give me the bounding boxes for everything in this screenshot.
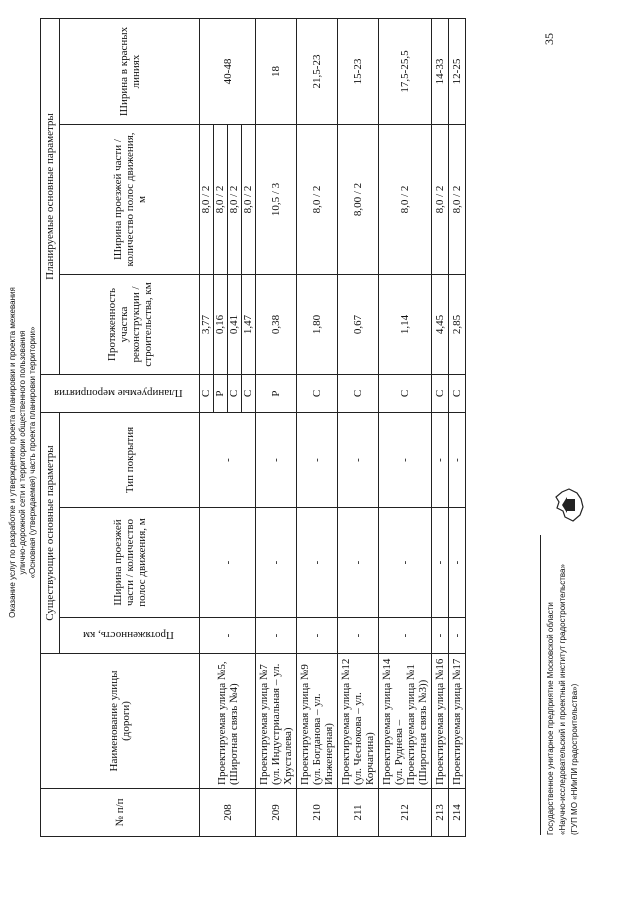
ex-cover: - — [256, 413, 297, 508]
header-num: № п/п — [41, 789, 200, 837]
footer-line-2: «Научно-исследовательский и проектный институт градостроительства» — [558, 564, 567, 835]
row-num: 208 — [200, 789, 256, 837]
ex-cover: - — [449, 413, 466, 508]
table-row — [200, 18, 256, 836]
institute-logo-icon — [553, 485, 587, 525]
ex-length: - — [449, 618, 466, 654]
ex-width: - — [297, 508, 338, 618]
ex-length: - — [256, 618, 297, 654]
table-row — [449, 18, 466, 836]
row-num: 210 — [297, 789, 338, 837]
red-lines-width: 12-25 — [449, 18, 466, 124]
header-existing: Существующие основные параметры — [41, 413, 60, 654]
measures-part: С — [242, 389, 254, 398]
footer-line-1: Государственное унитарное предприятие Московской области — [546, 602, 555, 835]
pl-width: 10,5 / 3 — [256, 125, 297, 275]
ex-cover: - — [338, 413, 379, 508]
pl-length: 2,85 — [449, 275, 466, 375]
pl-length — [200, 275, 256, 375]
document-header — [8, 0, 38, 905]
street-name: Проектируемая улица №16 — [432, 654, 449, 789]
street-name: Проектируемая улица №9 (ул. Богданова – ул. Инженерная) — [297, 654, 338, 789]
red-lines-width: 15-23 — [338, 18, 379, 124]
street-name: Проектируемая улица №14 (ул. Руднева – Проектируемая улица №1 (Широтная связь №3)) — [379, 654, 432, 789]
street-name: Проектируемая улица №17 — [449, 654, 466, 789]
measures: Р — [256, 375, 297, 413]
street-name: Проектируемая улица №5, (Широтная связь №4) — [200, 654, 256, 789]
red-lines-width: 14-33 — [432, 18, 449, 124]
header-line-1: Оказание услуг по разработке и утверждению проекта планировки и проекта межевания — [8, 287, 17, 618]
ex-length: - — [297, 618, 338, 654]
pl-length: 0,38 — [256, 275, 297, 375]
measures: С — [379, 375, 432, 413]
footer-divider — [540, 535, 541, 835]
red-lines-width: 17,5-25,5 — [379, 18, 432, 124]
measures-part: С — [228, 375, 242, 412]
measures: С — [449, 375, 466, 413]
table-row — [297, 18, 338, 836]
header-ex-cover: Тип покрытия — [60, 413, 200, 508]
ex-width: - — [379, 508, 432, 618]
ex-width: - — [432, 508, 449, 618]
measures: С — [432, 375, 449, 413]
ex-cover: - — [432, 413, 449, 508]
ex-cover: - — [379, 413, 432, 508]
header-ex-width: Ширина проезжей части / количество полос движения, м — [60, 508, 200, 618]
pl-width-part: 8,0 / 2 — [228, 125, 242, 274]
pl-width: 8,0 / 2 — [449, 125, 466, 275]
footer-line-3: (ГУП МО «НИиПИ градостроительства») — [570, 683, 579, 835]
table-row — [338, 18, 379, 836]
measures — [200, 375, 256, 413]
pl-length: 1,14 — [379, 275, 432, 375]
ex-width: - — [200, 508, 256, 618]
header-measures-text: Планируемые мероприятия — [54, 387, 183, 400]
ex-length: - — [432, 618, 449, 654]
pl-length: 0,67 — [338, 275, 379, 375]
pl-width — [200, 125, 256, 275]
page-number: 35 — [542, 33, 556, 45]
row-num: 209 — [256, 789, 297, 837]
streets-table — [40, 18, 466, 837]
header-planned: Планируемые основные параметры — [41, 18, 60, 374]
header-line-2: улично-дорожной сети и территории общественного пользования — [18, 330, 27, 575]
measures: С — [338, 375, 379, 413]
ex-cover: - — [297, 413, 338, 508]
pl-length-part: 1,47 — [242, 314, 254, 335]
pl-width: 8,0 / 2 — [432, 125, 449, 275]
pl-length: 4,45 — [432, 275, 449, 375]
measures-part: Р — [214, 375, 228, 412]
measures-part: С — [200, 375, 214, 412]
pl-width-part: 8,0 / 2 — [242, 185, 254, 214]
pl-width: 8,0 / 2 — [297, 125, 338, 275]
ex-width: - — [449, 508, 466, 618]
red-lines-width: 21,5-23 — [297, 18, 338, 124]
header-row-1 — [41, 18, 60, 836]
street-name: Проектируемая улица №7 (ул. Индустриальная – ул. Хрусталева) — [256, 654, 297, 789]
pl-width-part: 8,0 / 2 — [200, 125, 214, 274]
measures: С — [297, 375, 338, 413]
header-measures — [41, 375, 200, 413]
header-ex-length — [60, 618, 200, 654]
row-num: 213 — [432, 789, 449, 837]
header-pl-red: Ширина в красных линиях — [60, 18, 200, 124]
ex-length: - — [379, 618, 432, 654]
row-num: 212 — [379, 789, 432, 837]
header-line-3: «Основная (утверждаемая) часть проекта планировки территории» — [28, 326, 37, 579]
header-ex-length-text: Протяженность, км — [82, 629, 174, 642]
header-name: Наименование улицы (дороги) — [41, 654, 200, 789]
street-name: Проектируемая улица №12 (ул. Чеснокова – ул. Корчагина) — [338, 654, 379, 789]
ex-length: - — [338, 618, 379, 654]
row-num: 214 — [449, 789, 466, 837]
red-lines-width: 40-48 — [200, 18, 256, 124]
pl-length: 1,80 — [297, 275, 338, 375]
ex-length: - — [200, 618, 256, 654]
pl-length-part: 0,16 — [214, 275, 228, 374]
table-row — [379, 18, 432, 836]
pl-length-part: 3,77 — [200, 275, 214, 374]
header-pl-length: Протяженность участка реконструкции / строительства, км — [60, 275, 200, 375]
ex-width: - — [256, 508, 297, 618]
ex-cover: - — [200, 413, 256, 508]
footer — [545, 564, 581, 835]
pl-width: 8,0 / 2 — [379, 125, 432, 275]
ex-width: - — [338, 508, 379, 618]
header-pl-width: Ширина проезжей части / количество полос движения, м — [60, 125, 200, 275]
pl-width: 8,00 / 2 — [338, 125, 379, 275]
table-row — [256, 18, 297, 836]
row-num: 211 — [338, 789, 379, 837]
pl-length-part: 0,41 — [228, 275, 242, 374]
red-lines-width: 18 — [256, 18, 297, 124]
table-row — [432, 18, 449, 836]
pl-width-part: 8,0 / 2 — [214, 125, 228, 274]
